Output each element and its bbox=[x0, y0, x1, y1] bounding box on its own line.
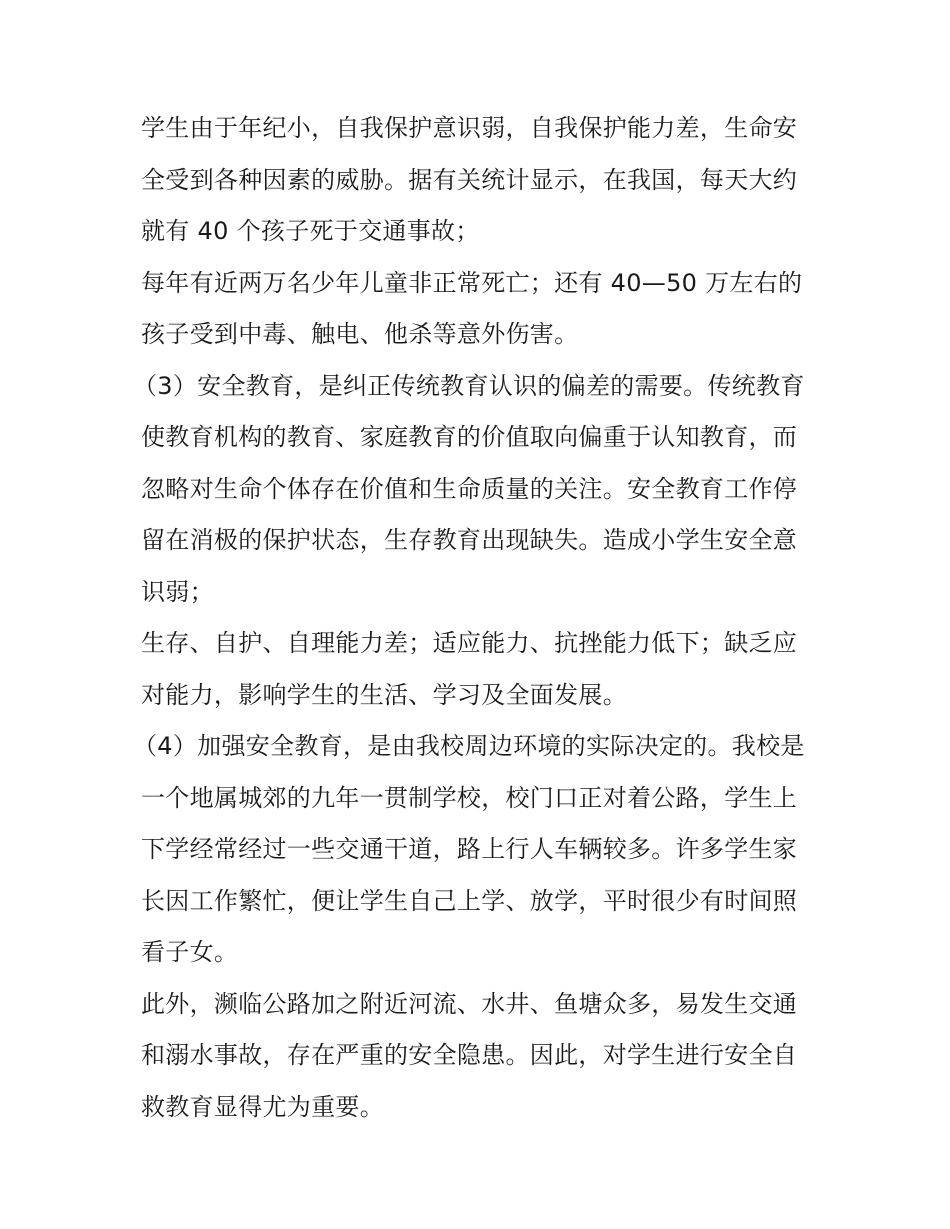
paragraph-2: 每年有近两万名少年儿童非正常死亡；还有 40—50 万左右的孩子受到中毒、触电、他杀等意外伤害。 bbox=[141, 268, 803, 348]
paragraph-6: 此外，濒临公路加之附近河流、水井、鱼塘众多，易发生交通和溺水事故，存在严重的安全隐患。因此，对学生进行安全自救教育显得尤为重要。 bbox=[141, 989, 798, 1121]
paragraph-1: 学生由于年纪小，自我保护意识弱，自我保护能力差，生命安全受到各种因素的威胁。据有关统计显示，在我国，每天大约就有 40 个孩子死于交通事故； bbox=[141, 114, 798, 245]
paragraph-5: （4）加强安全教育，是由我校周边环境的实际决定的。我校是一个地属城郊的九年一贯制学校，校门口正对着公路，学生上下学经常经过一些交通干道，路上行人车辆较多。许多学生家长因工作繁忙，便让学生自己上学、放学，平时很少有时间照看子女。 bbox=[133, 732, 805, 966]
document-page bbox=[133, 103, 821, 1133]
paragraph-3: （3）安全教育，是纠正传统教育认识的偏差的需要。传统教育使教育机构的教育、家庭教育的价值取向偏重于认知教育，而忽略对生命个体存在价值和生命质量的关注。安全教育工作停留在消极的保护状态，生存教育出现缺失。造成小学生安全意识弱； bbox=[133, 371, 805, 606]
paragraph-4: 生存、自护、自理能力差；适应能力、抗挫能力低下；缺乏应对能力，影响学生的生活、学习及全面发展。 bbox=[141, 629, 798, 709]
